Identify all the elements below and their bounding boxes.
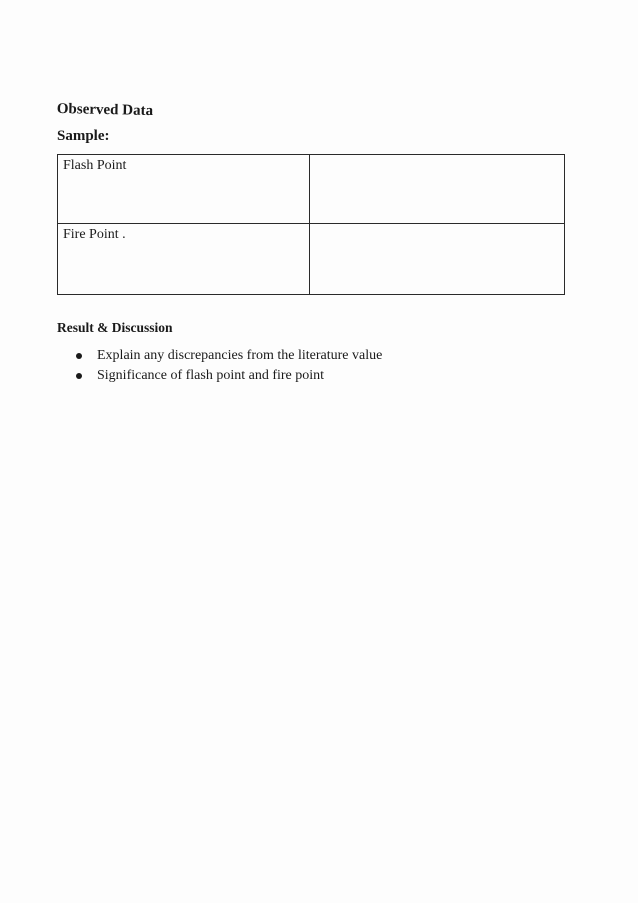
flash-point-label: Flash Point: [58, 155, 310, 224]
list-item: [72, 346, 382, 366]
result-discussion-heading: Result & Discussion: [57, 320, 173, 335]
bullet-icon: [76, 353, 82, 359]
list-item-text: Explain any discrepancies from the literature value: [97, 348, 383, 363]
sample-label: Sample:: [57, 128, 110, 144]
table-row: [58, 224, 565, 295]
list-item-text: Significance of flash point and fire point: [97, 368, 325, 383]
discussion-bullet-list: [72, 346, 382, 386]
fire-point-value-cell: [310, 224, 565, 295]
fire-point-label: Fire Point .: [58, 224, 310, 295]
observation-table: [57, 154, 565, 295]
bullet-icon: [76, 373, 82, 379]
table-row: [58, 155, 565, 224]
list-item: [72, 366, 382, 386]
flash-point-value-cell: [310, 155, 565, 224]
observed-data-heading: Observed Data: [56, 101, 154, 120]
